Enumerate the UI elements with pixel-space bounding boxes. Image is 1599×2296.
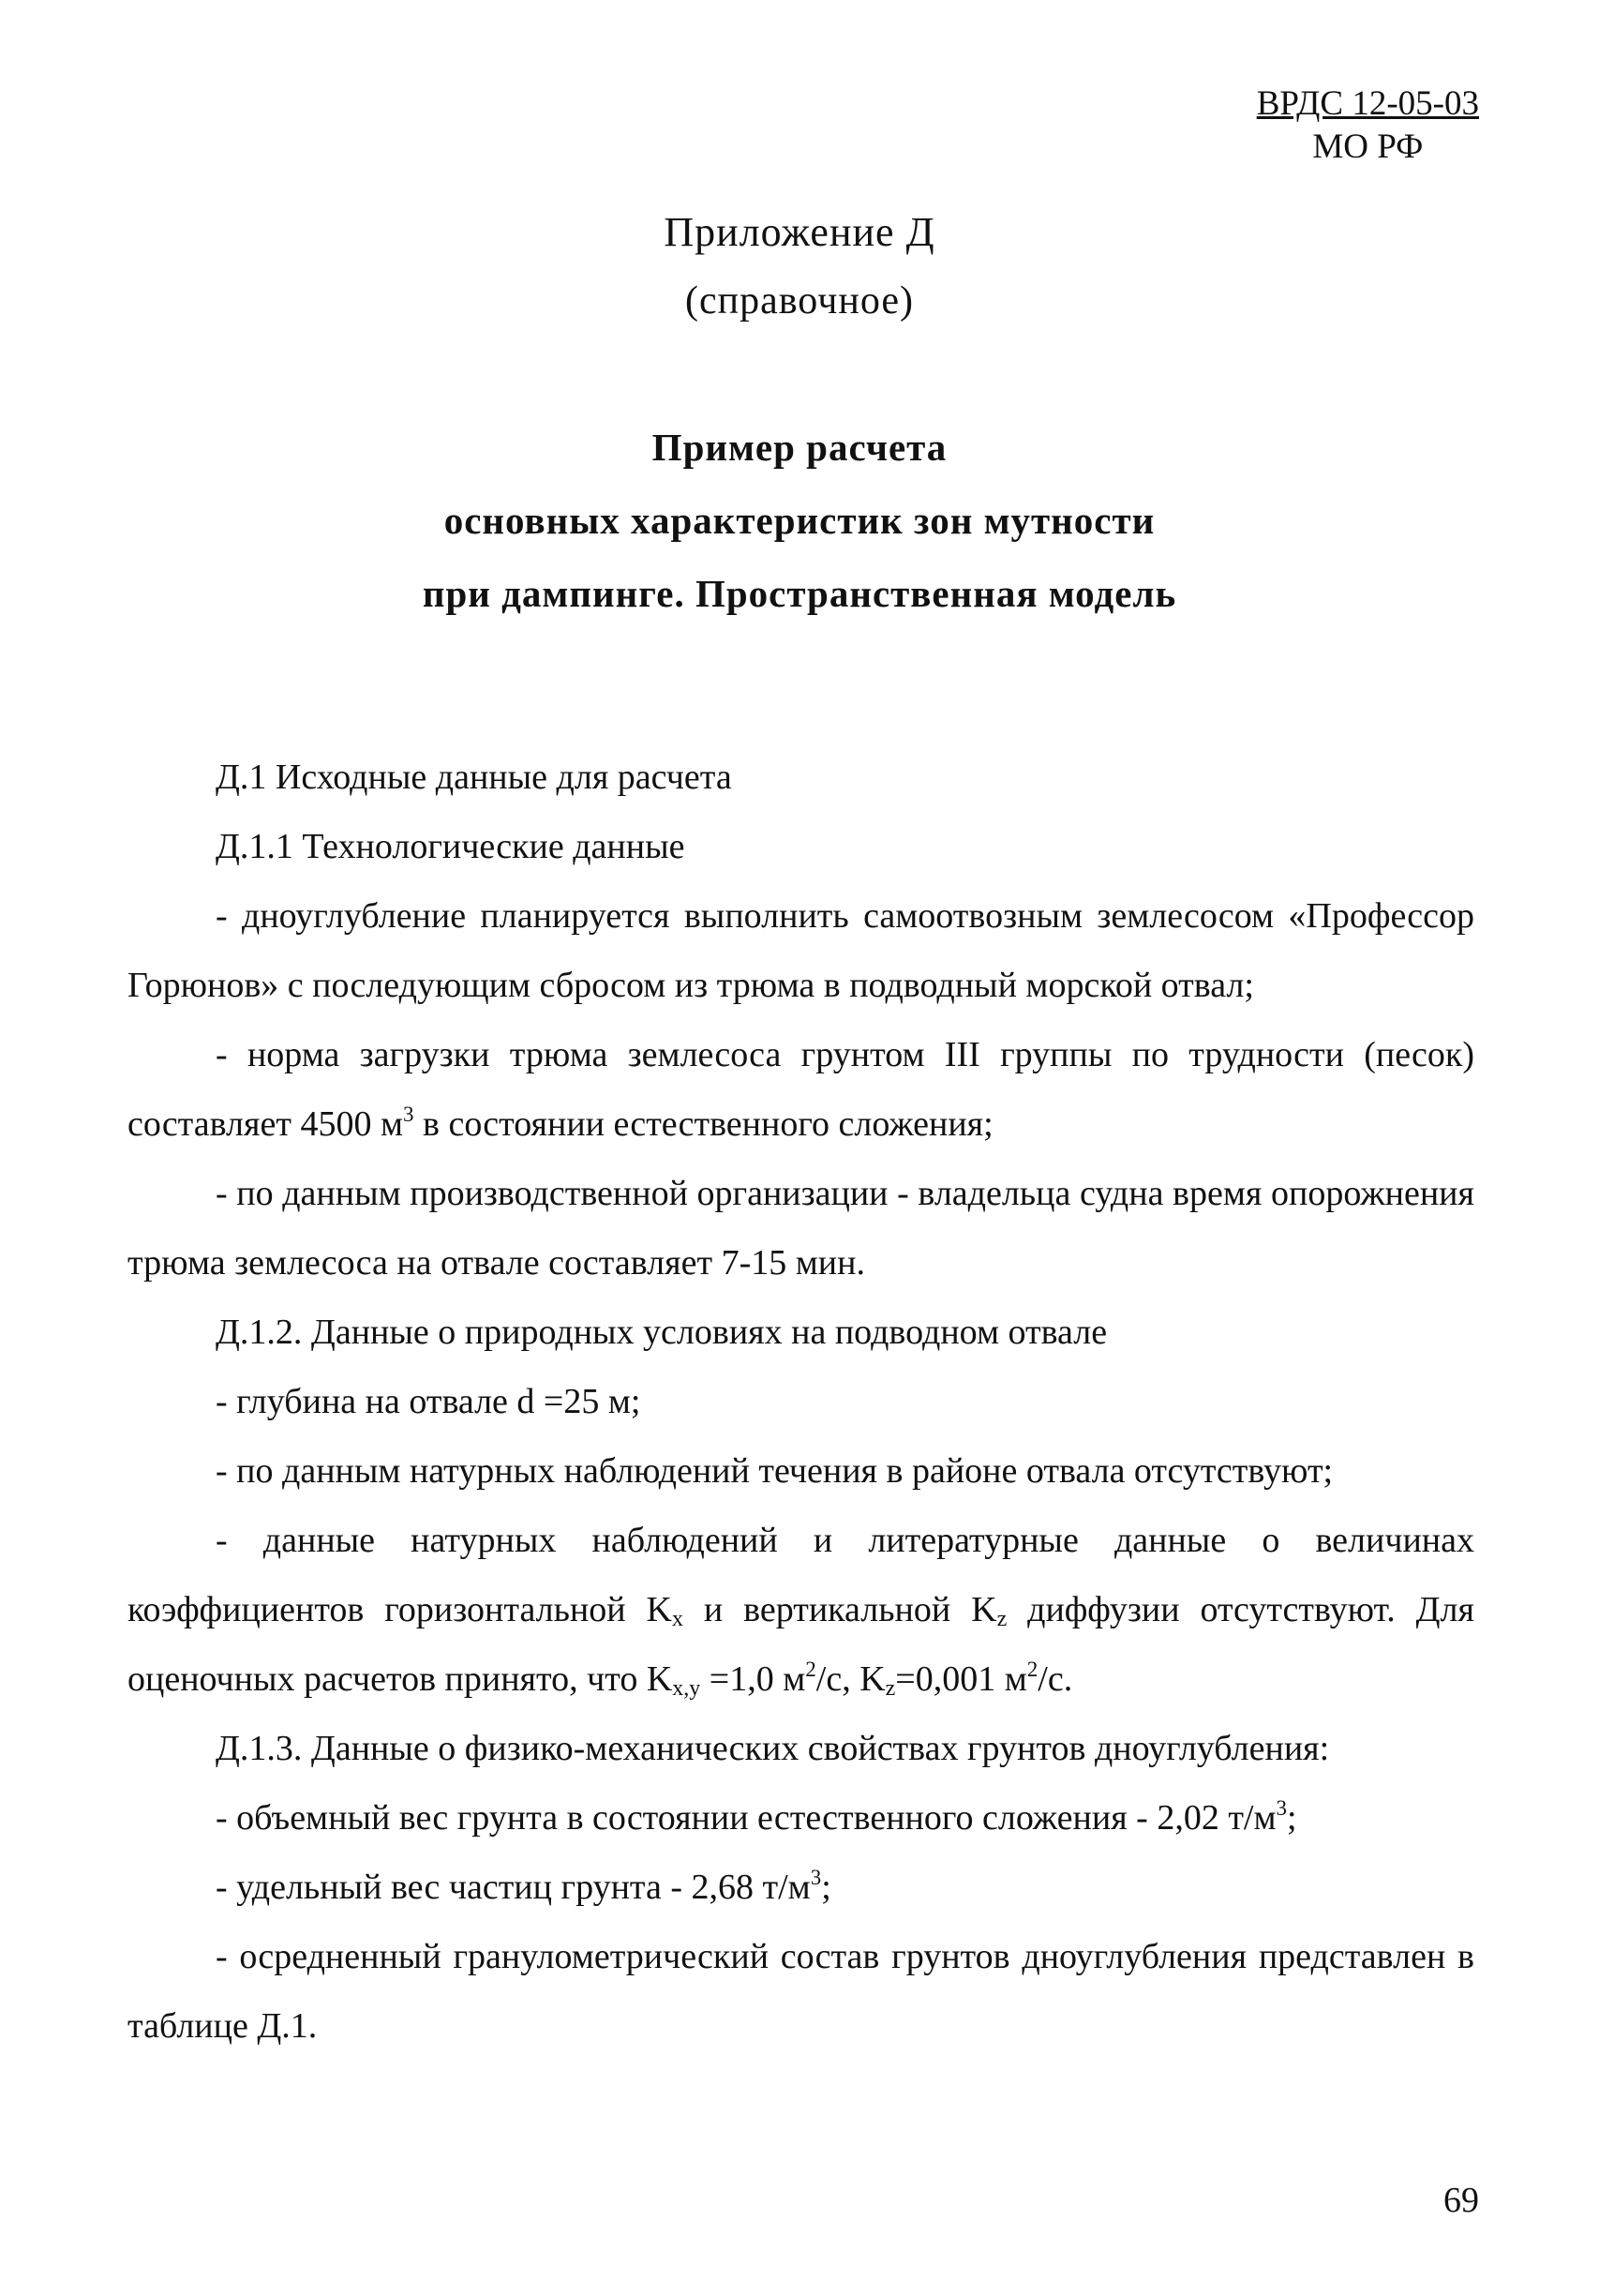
paragraph-load-norm: - норма загрузки трюма землесоса грунтом III группы по трудности (песок) составляет 4500 $м^3$ в состоянии естественного сложения; — [127, 1035, 1474, 1144]
page-number: 69 — [1443, 2181, 1479, 2220]
appendix-subtitle: (справочное) — [685, 279, 914, 323]
paragraph-bulk-weight: - объемный вес грунта в состоянии естественного сложения - 2,02 $т/м^3$; — [216, 1796, 1297, 1838]
document-code-block — [1257, 83, 1479, 169]
heading-line-2: основных характеристик зон мутности — [443, 499, 1156, 542]
paragraph-specific-weight: - удельный вес частиц грунта - 2,68 $т/м^3$; — [216, 1866, 831, 1907]
paragraph-discharge-time: - по данным производственной организации - владельца судна время опорожнения трюма землесоса на отвале составляет 7-15 мин. — [127, 1174, 1474, 1283]
heading-line-1: Пример расчета — [651, 426, 948, 469]
paragraph-diffusion: - данные натурных наблюдений и литературные данные о величинах коэффициентов горизонтальной $K_x$ и вертикальной $K_z$ диффузии отсутствуют. Для оценочных расчетов принято, что $K_{x,y} =1,0$ $м^2/с$, $K_z=0,001$ $м^2/с$. — [127, 1521, 1474, 1701]
section-heading — [0, 411, 1599, 630]
paragraph-depth: - глубина на отвале d =25 м; — [216, 1382, 641, 1421]
subsection-d12-title: Д.1.2. Данные о природных условиях на подводном отвале — [216, 1313, 1108, 1352]
document-org: МО РФ — [1312, 128, 1424, 166]
paragraph-currents: - по данным натурных наблюдений течения в районе отвала отсутствуют; — [216, 1451, 1334, 1491]
paragraph-dredging: - дноуглубление планируется выполнить самоотвозным землесосом «Профессор Горюнов» с последующим сбросом из трюма в подводный морской отвал; — [127, 896, 1474, 1005]
body-text — [127, 743, 1474, 2061]
subsection-d1-title: Д.1 Исходные данные для расчета — [216, 758, 732, 797]
paragraph-granulometry: - осредненный гранулометрический состав грунтов дноуглубления представлен в таблице Д.1. — [127, 1937, 1474, 2046]
document-code: ВРДС 12-05-03 — [1256, 84, 1479, 123]
subsection-d13-title: Д.1.3. Данные о физико-механических свойствах грунтов дноуглубления: — [216, 1729, 1330, 1768]
subsection-d11-title: Д.1.1 Технологические данные — [216, 827, 685, 866]
heading-line-3: при дампинге. Пространственная модель — [422, 572, 1177, 615]
appendix-title: Приложение Д — [664, 209, 935, 255]
